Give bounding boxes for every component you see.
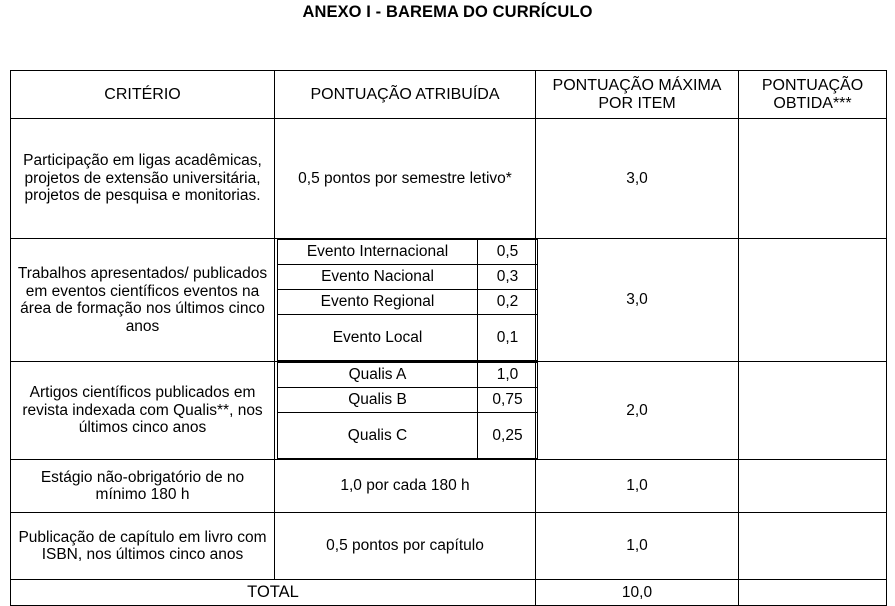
column-header-pontuacao-maxima: PONTUAÇÃO MÁXIMA POR ITEM xyxy=(536,71,739,119)
pontuacao-maxima-cell: 3,0 xyxy=(536,119,739,239)
barema-table xyxy=(10,70,887,606)
column-header-criterio: CRITÉRIO xyxy=(11,71,275,119)
subitem-value: 0,1 xyxy=(478,315,538,361)
subitem-value: 0,5 xyxy=(478,240,538,265)
subitem-row xyxy=(278,413,538,459)
pontuacao-maxima-cell: 1,0 xyxy=(536,460,739,513)
subitem-row xyxy=(278,315,538,361)
total-pontuacao-maxima: 10,0 xyxy=(536,580,739,606)
total-row xyxy=(11,580,887,606)
criterio-cell: Participação em ligas acadêmicas, projetos de extensão universitária, projetos de pesquisa e monitorias. xyxy=(11,119,275,239)
subitem-label: Evento Nacional xyxy=(278,265,478,290)
total-label: TOTAL xyxy=(11,580,536,606)
subitem-value: 0,2 xyxy=(478,290,538,315)
subitem-row xyxy=(278,265,538,290)
pontuacao-atribuida-cell: 0,5 pontos por semestre letivo* xyxy=(275,119,536,239)
pontuacao-obtida-cell[interactable] xyxy=(739,362,887,460)
table-row xyxy=(11,513,887,580)
barema-table-wrapper xyxy=(10,70,886,606)
pontuacao-atribuida-cell: 0,5 pontos por capítulo xyxy=(275,513,536,580)
criterio-cell: Estágio não-obrigatório de no mínimo 180 h xyxy=(11,460,275,513)
criterio-cell: Publicação de capítulo em livro com ISBN, nos últimos cinco anos xyxy=(11,513,275,580)
pontuacao-obtida-cell[interactable] xyxy=(739,513,887,580)
pontuacao-atribuida-cell: 1,0 por cada 180 h xyxy=(275,460,536,513)
column-header-pontuacao-obtida: PONTUAÇÃO OBTIDA*** xyxy=(739,71,887,119)
subitem-row xyxy=(278,388,538,413)
subitem-label: Evento Regional xyxy=(278,290,478,315)
table-row xyxy=(11,239,887,362)
table-row xyxy=(11,362,887,460)
table-header-row xyxy=(11,71,887,119)
pontuacao-atribuida-cell xyxy=(275,362,536,460)
total-pontuacao-obtida[interactable] xyxy=(739,580,887,606)
pontuacao-maxima-cell: 1,0 xyxy=(536,513,739,580)
pontuacao-maxima-cell: 3,0 xyxy=(536,239,739,362)
pontuacao-obtida-cell[interactable] xyxy=(739,239,887,362)
criterio-cell: Artigos científicos publicados em revista indexada com Qualis**, nos últimos cinco anos xyxy=(11,362,275,460)
subitem-value: 0,3 xyxy=(478,265,538,290)
page-title: ANEXO I - BAREMA DO CURRÍCULO xyxy=(302,3,593,21)
subitem-label: Qualis A xyxy=(278,363,478,388)
subitem-label: Evento Internacional xyxy=(278,240,478,265)
qualis-subtable xyxy=(277,362,538,459)
subitem-value: 0,75 xyxy=(478,388,538,413)
subitem-label: Qualis B xyxy=(278,388,478,413)
table-row xyxy=(11,460,887,513)
pontuacao-atribuida-cell xyxy=(275,239,536,362)
pontuacao-obtida-cell[interactable] xyxy=(739,460,887,513)
column-header-pontuacao-atribuida: PONTUAÇÃO ATRIBUÍDA xyxy=(275,71,536,119)
subitem-label: Evento Local xyxy=(278,315,478,361)
subitem-row xyxy=(278,240,538,265)
criterio-cell: Trabalhos apresentados/ publicados em eventos científicos eventos na área de formação nos últimos cinco anos xyxy=(11,239,275,362)
subitem-value: 0,25 xyxy=(478,413,538,459)
subitem-row xyxy=(278,290,538,315)
pontuacao-maxima-cell: 2,0 xyxy=(536,362,739,460)
subitem-row xyxy=(278,363,538,388)
pontuacao-obtida-cell[interactable] xyxy=(739,119,887,239)
subitem-value: 1,0 xyxy=(478,363,538,388)
table-row xyxy=(11,119,887,239)
subitem-label: Qualis C xyxy=(278,413,478,459)
eventos-subtable xyxy=(277,239,538,361)
